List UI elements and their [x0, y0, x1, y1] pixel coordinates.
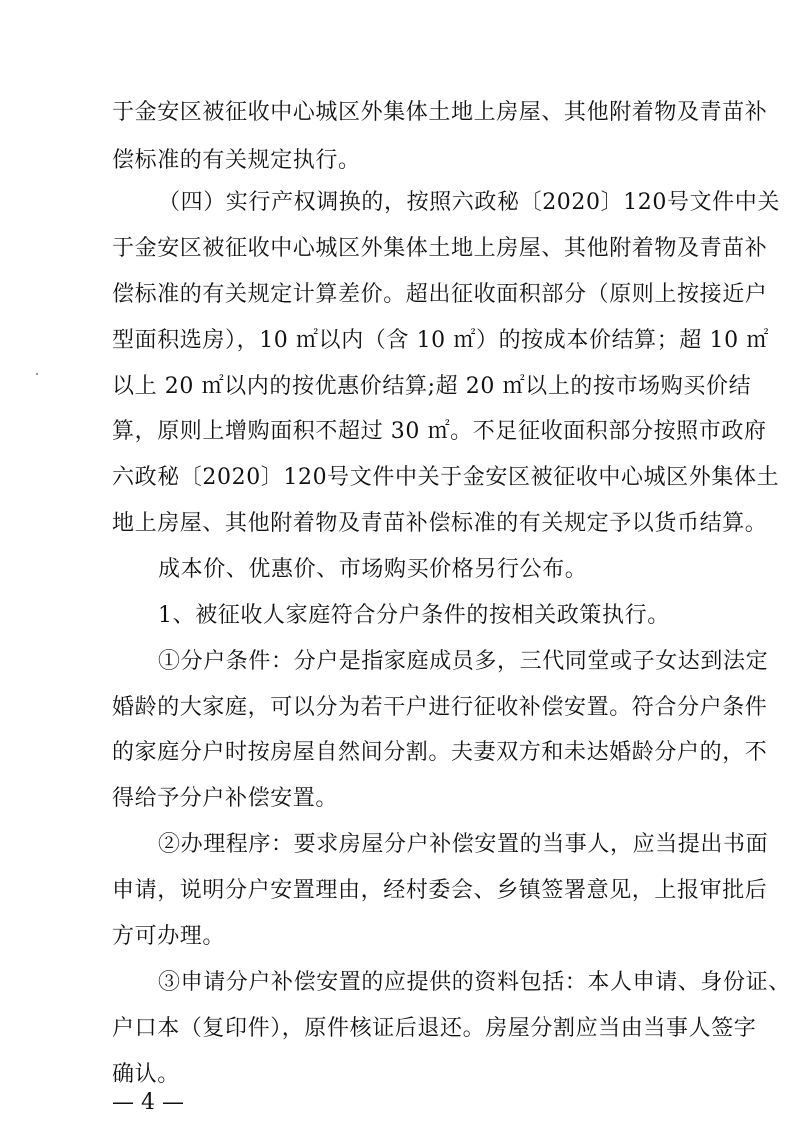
- text-line: 型面积选房），10 ㎡以内（含 10 ㎡）的按成本价结算；超 10 ㎡: [112, 328, 769, 353]
- condition-first-line: ①分户条件：分户是指家庭成员多，三代同堂或子女达到法定: [158, 649, 769, 674]
- page-number: — 4 —: [112, 1090, 184, 1115]
- text-line: 确认。: [112, 1062, 180, 1087]
- procedure-first-line: ②办理程序：要求房屋分户补偿安置的当事人，应当提出书面: [158, 832, 769, 857]
- text-line: 偿标准的有关规定执行。: [112, 148, 361, 173]
- text-line: 申请，说明分户安置理由，经村委会、乡镇签署意见，上报审批后: [112, 878, 768, 903]
- text-line: 偿标准的有关规定计算差价。超出征收面积部分（原则上按接近户: [112, 282, 768, 307]
- text-line: 于金安区被征收中心城区外集体土地上房屋、其他附着物及青苗补: [112, 236, 768, 261]
- price-notice-line: 成本价、优惠价、市场购买价格另行公布。: [158, 557, 588, 582]
- text-line: 婚龄的大家庭，可以分为若干户进行征收补偿安置。符合分户条件: [112, 695, 768, 720]
- text-line: 以上 20 ㎡以内的按优惠价结算;超 20 ㎡以上的按市场购买价结: [112, 374, 752, 399]
- text-line: 六政秘〔2020〕120号文件中关于金安区被征收中心城区外集体土: [112, 465, 780, 490]
- text-line: 方可办理。: [112, 924, 226, 949]
- text-line: 的家庭分户时按房屋自然间分割。夫妻双方和未达婚龄分户的，不: [112, 740, 768, 765]
- text-line: 于金安区被征收中心城区外集体土地上房屋、其他附着物及青苗补: [112, 100, 768, 125]
- paragraph-4-first-line: （四）实行产权调换的，按照六政秘〔2020〕120号文件中关: [158, 190, 780, 215]
- scan-speck: [36, 373, 38, 375]
- text-line: 算，原则上增购面积不超过 30 ㎡。不足征收面积部分按照市政府: [112, 419, 767, 444]
- text-line: 地上房屋、其他附着物及青苗补偿标准的有关规定予以货币结算。: [112, 511, 768, 536]
- text-line: 得给予分户补偿安置。: [112, 786, 339, 811]
- materials-first-line: ③申请分户补偿安置的应提供的资料包括：本人申请、身份证、: [158, 970, 791, 995]
- item-1-heading: 1、被征收人家庭符合分户条件的按相关政策执行。: [158, 603, 670, 628]
- text-line: 户口本（复印件），原件核证后退还。房屋分割应当由当事人签字: [112, 1016, 757, 1041]
